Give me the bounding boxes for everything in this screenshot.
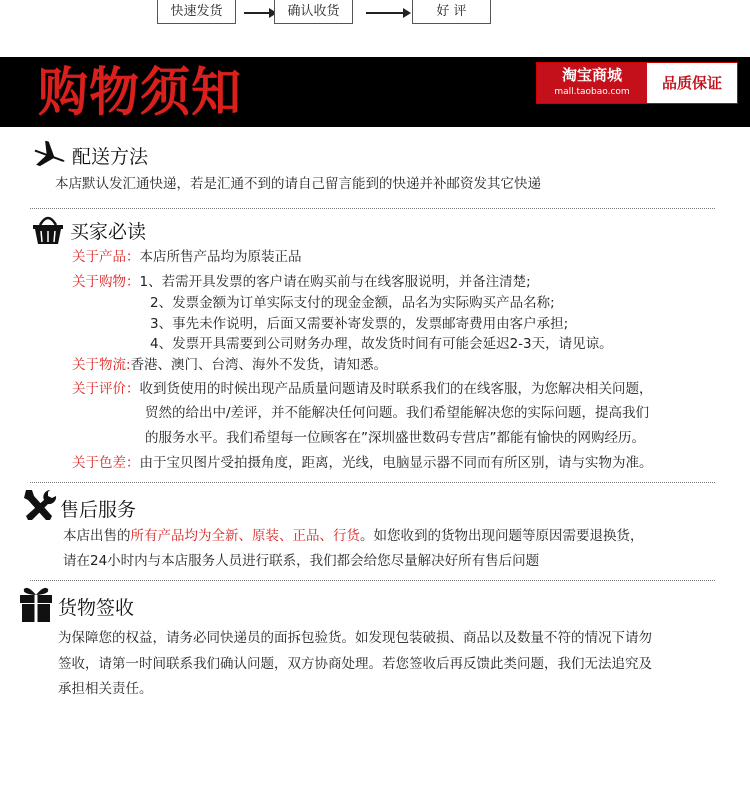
tmall-logo[interactable] <box>536 62 738 104</box>
purchase-row <box>72 271 531 293</box>
aftersale-line-1-post: 。如您收到的货物出现问题等原因需要退换货， <box>360 528 644 544</box>
signing-line-1: 为保障您的权益，请务必同快递员的面拆包验货。如发现包装破损、商品以及数量不符的情况下请勿 <box>58 630 652 646</box>
purchase-item-1: 1、若需开具发票的客户请在购买前与在线客服说明，并备注清楚; <box>139 274 531 290</box>
quality-guarantee: 品质保证 <box>661 74 722 92</box>
flow-arrow-icon <box>366 12 404 14</box>
product-row <box>72 246 302 268</box>
tmall-brand <box>537 63 647 103</box>
logistics-label: 关于物流: <box>72 357 131 373</box>
buyer-heading: 买家必读 <box>70 221 147 243</box>
aftersale-line-2: 请在24小时内与本店服务人员进行联系，我们都会给您尽量解决好所有售后问题 <box>63 553 540 569</box>
color-label: 关于色差： <box>72 455 140 471</box>
flow-step-good-review: 好 评 <box>412 0 491 24</box>
aftersale-line-1-pre: 本店出售的 <box>63 528 131 544</box>
banner <box>0 57 750 127</box>
gift-icon <box>18 585 54 623</box>
review-label: 关于评价： <box>72 381 140 397</box>
process-flow <box>0 0 750 60</box>
flow-step-fast-shipping: 快速发货 <box>157 0 236 24</box>
purchase-item-4: 4、发票开具需要到公司财务办理，故发货时间有可能会延迟2-3天，请见谅。 <box>150 336 613 352</box>
logistics-row <box>72 354 387 376</box>
airplane-icon <box>32 141 68 171</box>
product-text: 本店所售产品均为原装正品 <box>139 249 302 265</box>
aftersale-line-1 <box>63 525 644 547</box>
color-row <box>72 452 653 474</box>
delivery-heading: 配送方法 <box>72 146 149 168</box>
review-line-2: 贸然的给出中/差评，并不能解决任何问题。我们希望能解决您的实际问题，提高我们 <box>145 405 650 421</box>
review-row <box>72 378 653 400</box>
aftersale-heading: 售后服务 <box>60 499 137 521</box>
flow-step-confirm-receipt: 确认收货 <box>274 0 353 24</box>
tools-icon <box>20 486 58 524</box>
signing-heading: 货物签收 <box>58 597 135 619</box>
purchase-label: 关于购物： <box>72 274 140 290</box>
signing-line-2: 签收，请第一时间联系我们确认问题，双方协商处理。若您签收后再反馈此类问题，我们无法追究及 <box>58 656 652 672</box>
purchase-item-3: 3、事先未作说明，后面又需要补寄发票的，发票邮寄费用由客户承担; <box>150 316 569 332</box>
divider <box>30 208 715 209</box>
banner-title: 购物须知 <box>38 61 242 123</box>
signing-line-3: 承担相关责任。 <box>58 681 153 697</box>
tmall-name: 淘宝商城 <box>561 66 622 84</box>
color-text: 由于宝贝图片受拍摄角度，距离，光线，电脑显示器不同而有所区别，请与实物为准。 <box>139 455 653 471</box>
logistics-text: 香港、澳门、台湾、海外不发货，请知悉。 <box>130 357 388 373</box>
shopping-basket-icon <box>30 211 66 247</box>
aftersale-highlight: 所有产品均为全新、原装、正品、行货 <box>130 528 360 544</box>
purchase-item-2: 2、发票金额为订单实际支付的现金金额，品名为实际购买产品名称; <box>150 295 555 311</box>
divider <box>30 482 715 483</box>
delivery-text: 本店默认发汇通快递，若是汇通不到的请自己留言能到的快递并补邮资发其它快递 <box>55 176 541 192</box>
divider <box>30 580 715 581</box>
tmall-url: mall.taobao.com <box>554 87 630 97</box>
review-line-3: 的服务水平。我们希望每一位顾客在”深圳盛世数码专营店”都能有愉快的网购经历。 <box>145 430 645 446</box>
flow-arrow-icon <box>244 12 270 14</box>
product-label: 关于产品： <box>72 249 140 265</box>
review-line-1: 收到货使用的时候出现产品质量问题请及时联系我们的在线客服，为您解决相关问题， <box>139 381 653 397</box>
